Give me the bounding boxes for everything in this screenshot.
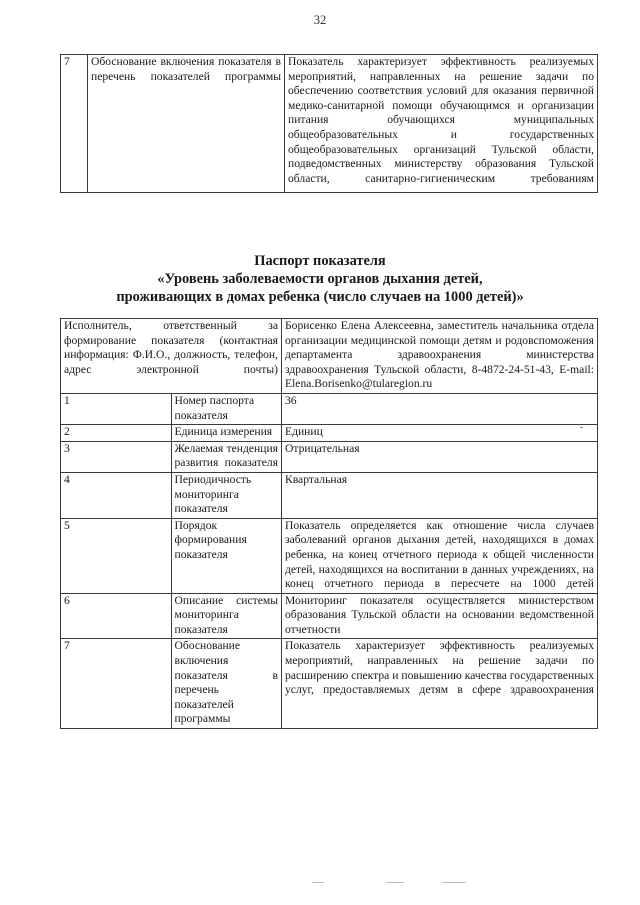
table-row: [61, 425, 598, 442]
row-label: Обоснование включения показателя в перечень показателей программы: [88, 55, 285, 193]
row-value: Показатель характеризует эффективность реализуемых мероприятий, направленных на решение задачи по обеспечению соответствия условий для оказания первичной медико-санитарной помощи обучающимся и организации питания обучающихся муниципальных общеобразовательных и государственных общеобразовательных организаций Тульской области, подведомственных министерству образования Тульской области, санитарно-гигиеническим требованиям: [285, 55, 598, 193]
executor-row: [61, 319, 598, 394]
executor-label: Исполнитель, ответственный за формирование показателя (контактная информация: Ф.И.О., должность, телефон, адрес электронной почты): [61, 319, 282, 394]
passport-subtitle-line2: проживающих в домах ребенка (число случаев на 1000 детей)»: [116, 289, 524, 305]
row-number: 4: [61, 472, 172, 518]
table-row: [61, 472, 598, 518]
passport-title: Паспорт показателя: [254, 253, 386, 269]
scan-artifact: [312, 882, 324, 883]
row-label: Порядок формирования показателя: [171, 518, 282, 593]
scan-artifact: [580, 427, 583, 428]
row-label: Желаемая тенденция развития показателя: [171, 441, 282, 472]
table-row: [61, 639, 598, 729]
table-row: [61, 518, 598, 593]
passport-table: [60, 318, 598, 729]
row-number: 6: [61, 593, 172, 639]
table-row: [61, 593, 598, 639]
executor-value: Борисенко Елена Алексеевна, заместитель начальника отдела организации медицинской помощи детям и родовспоможения департамента здравоохранения министерства здравоохранения Тульской области, 8-4872-24-51-43, E-mail: Elena.Borisenko@tularegion.ru: [282, 319, 598, 394]
row-value: Показатель характеризует эффективность реализуемых мероприятий, направленных на решение задачи по расширению спектра и повышению качества государственных услуг, предоставляемых детям в сфере здравоохранения: [282, 639, 598, 729]
row-value: Единиц: [282, 425, 598, 442]
table-row: [61, 441, 598, 472]
passport-subtitle-line1: «Уровень заболеваемости органов дыхания детей,: [157, 271, 483, 287]
row-number: 2: [61, 425, 172, 442]
row-label: Обоснование включения показателя в перечень показателей программы: [171, 639, 282, 729]
row-value: Мониторинг показателя осуществляется министерством образования Тульской области на основании ведомственной отчетности: [282, 593, 598, 639]
row-number: 1: [61, 393, 172, 424]
top-table: [60, 54, 598, 193]
row-number: 7: [61, 55, 88, 193]
row-label: Номер паспорта показателя: [171, 393, 282, 424]
row-label: Периодичность мониторинга показателя: [171, 472, 282, 518]
row-value: Отрицательная: [282, 441, 598, 472]
row-number: 5: [61, 518, 172, 593]
row-value: Показатель определяется как отношение числа случаев заболеваний органов дыхания детей, находящихся в домах ребенка, на конец отчетного периода к общей численности детей, находящихся на воспитании в данных учреждениях, на конец отчетного периода в пересчете на 1000 детей: [282, 518, 598, 593]
scan-artifact: [442, 882, 466, 883]
row-label: Описание системы мониторинга показателя: [171, 593, 282, 639]
row-number: 3: [61, 441, 172, 472]
row-value: 36: [282, 393, 598, 424]
table-row: [61, 55, 598, 193]
row-label: Единица измерения: [171, 425, 282, 442]
row-value: Квартальная: [282, 472, 598, 518]
row-number: 7: [61, 639, 172, 729]
scan-artifact: [386, 882, 404, 883]
page-number: 32: [313, 13, 327, 27]
table-row: [61, 393, 598, 424]
